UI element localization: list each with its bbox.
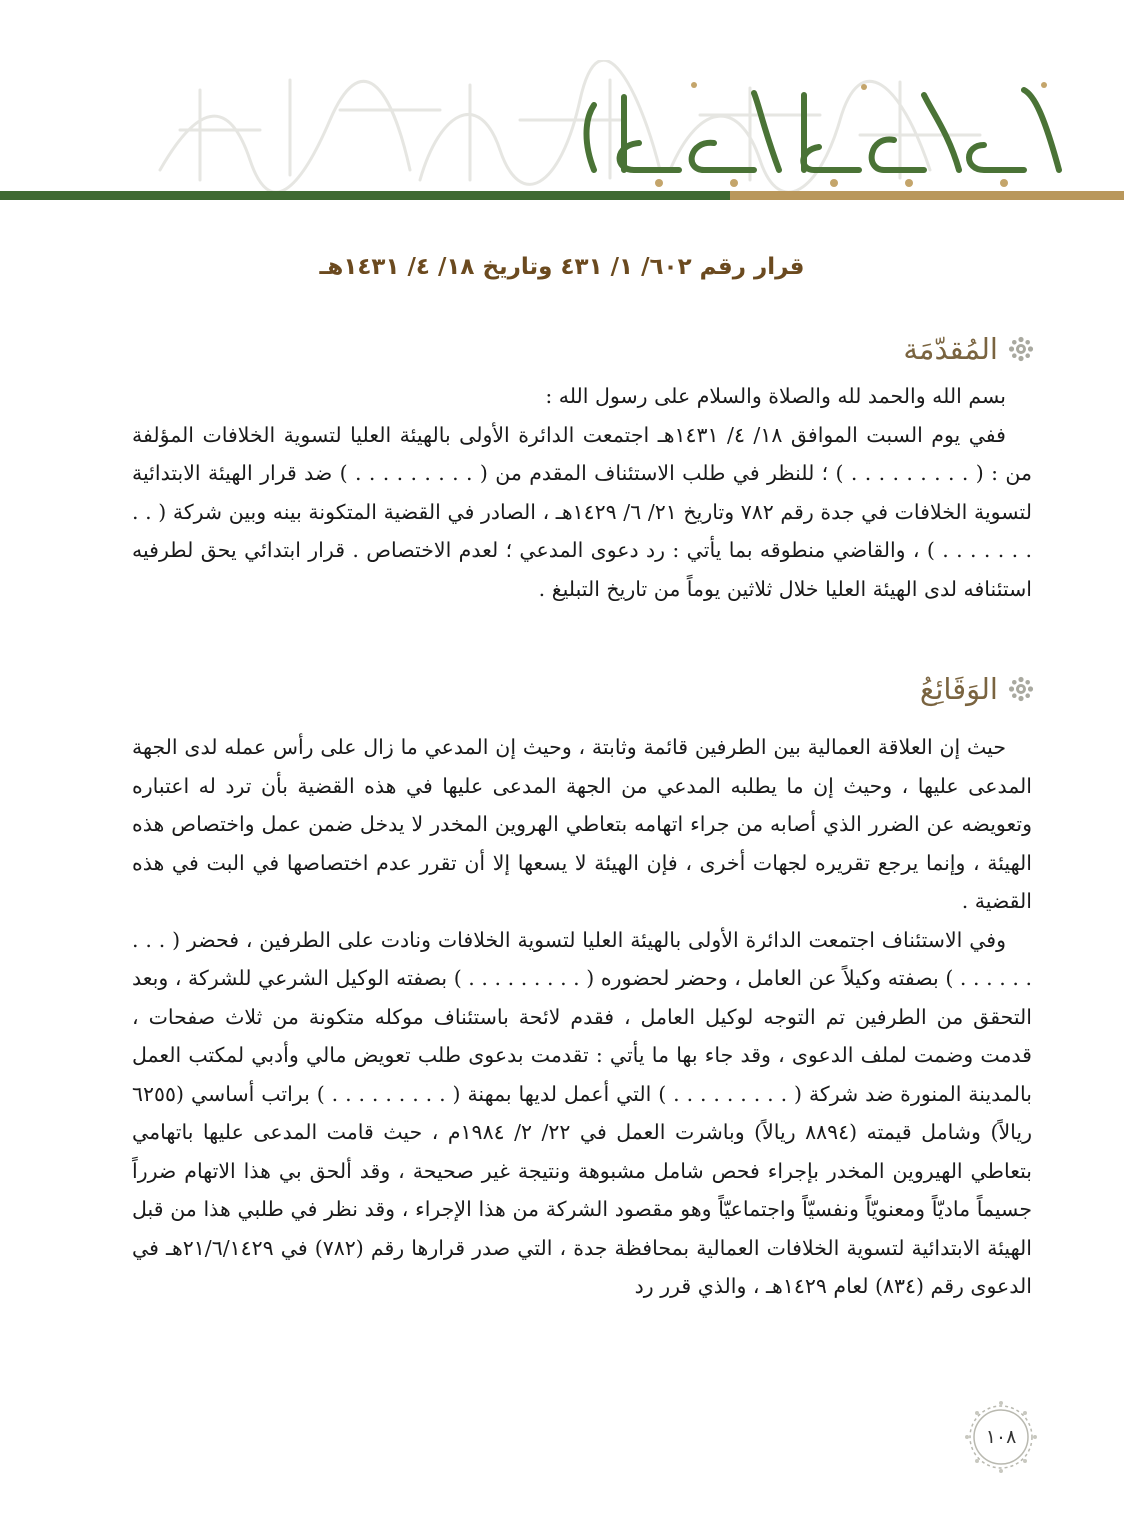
book-title-calligraphy: [564, 75, 1084, 195]
section-heading-intro: [903, 332, 1034, 366]
header-divider-bar: [0, 191, 1124, 200]
intro-body: [132, 377, 1032, 608]
facts-body: [132, 728, 1032, 1306]
section-heading-intro-text: المُقدّمَة: [903, 332, 998, 366]
rosette-ornament-icon: [1008, 336, 1034, 362]
intro-paragraph: بسم الله والحمد لله والصلاة والسلام على رسول الله :: [545, 384, 1006, 408]
rosette-ornament-icon: [1008, 676, 1034, 702]
header-bar-gold: [730, 191, 1124, 200]
intro-paragraph: ففي يوم السبت الموافق ١٨/ ٤/ ١٤٣١هـ اجتمعت الدائرة الأولى بالهيئة العليا لتسوية الخلافات المؤلفة من : ( . . . . . . . . . ) ؛ للنظر في طلب الاستئناف المقدم من ( . . . . . . . . . ) ضد قرار الهيئة الابتدائية لتسوية الخلافات في جدة رقم ٧٨٢ وتاريخ ٢١/ ٦/ ١٤٢٩هـ ، الصادر في القضية المتكونة بينه وبين شركة ( . . . . . . . . . ) ، والقاضي منطوقه بما يأتي : رد دعوى المدعي ؛ لعدم الاختصاص . قرار ابتدائي يحق لطرفيه استئنافه لدى الهيئة العليا خلال ثلاثين يوماً من تاريخ التبليغ .: [132, 422, 1032, 601]
page-number-badge: [964, 1400, 1038, 1474]
facts-paragraph: حيث إن العلاقة العمالية بين الطرفين قائمة وثابتة ، وحيث إن المدعي ما زال على رأس عمله لدى الجهة المدعى عليها ، وحيث إن ما يطلبه المدعي من الجهة المدعى عليها في هذه القضية بأن ترد له اعتباره وتعويضه عن الضرر الذي أصابه من جراء اتهامه بتعاطي الهروين المخدر لا يدخل ضمن عمل واختصاص هذه الهيئة ، وإنما يرجع تقريره لجهات أخرى ، فإن الهيئة لا يسعها إلا أن تقرر عدم اختصاصها في البت في هذه القضية .: [132, 735, 1032, 913]
section-heading-facts-text: الوَقَائِعُ: [919, 672, 998, 706]
decision-title: قرار رقم ٦٠٢/ ١/ ٤٣١ وتاريخ ١٨/ ٤/ ١٤٣١هـ: [319, 254, 805, 280]
header-bar-green: [0, 191, 730, 200]
section-heading-facts: [920, 672, 1034, 706]
page-number: ١٠٨: [985, 1426, 1017, 1448]
facts-paragraph: وفي الاستئناف اجتمعت الدائرة الأولى بالهيئة العليا لتسوية الخلافات ونادت على الطرفين ، فحضر ( . . . . . . . . . ) بصفته وكيلاً عن العامل ، وحضر لحضوره ( . . . . . . . . . ) بصفته الوكيل الشرعي للشركة ، وبعد التحقق من الطرفين تم التوجه لوكيل العامل ، فقدم لائحة باستئناف موكله متكونة من ثلاث صفحات ، قدمت وضمت لملف الدعوى ، وقد جاء بها ما يأتي : تقدمت بدعوى طلب تعويض مالي وأدبي لمكتب العمل بالمدينة المنورة ضد شركة ( . . . . . . . . . ) التي أعمل لديها بمهنة ( . . . . . . . . . ) براتب أساسي (٦٢٥٥ ريالاً) وشامل قيمته (٨٨٩٤ ريالاً) وباشرت العمل في ٢٢/ ٢/ ١٩٨٤م ، حيث قامت المدعى عليها باتهامي بتعاطي الهيروين المخدر بإجراء فحص شامل مشبوهة ونتيجة غير صحيحة ، وقد ألحق بي هذا الاتهام ضرراً جسيماً ماديّاً ومعنويّاً ونفسيّاً واجتماعيّاً وهو مقصود الشركة من هذا الإجراء ، وقد نظر في طلبي هذا من قبل الهيئة الابتدائية لتسوية الخلافات العمالية بمحافظة جدة ، التي صدر قرارها رقم (٧٨٢) في ٢١/٦/١٤٢٩هـ في الدعوى رقم (٨٣٤) لعام ١٤٢٩هـ ، والذي قرر رد: [132, 927, 1032, 1298]
page-header: [0, 0, 1124, 215]
